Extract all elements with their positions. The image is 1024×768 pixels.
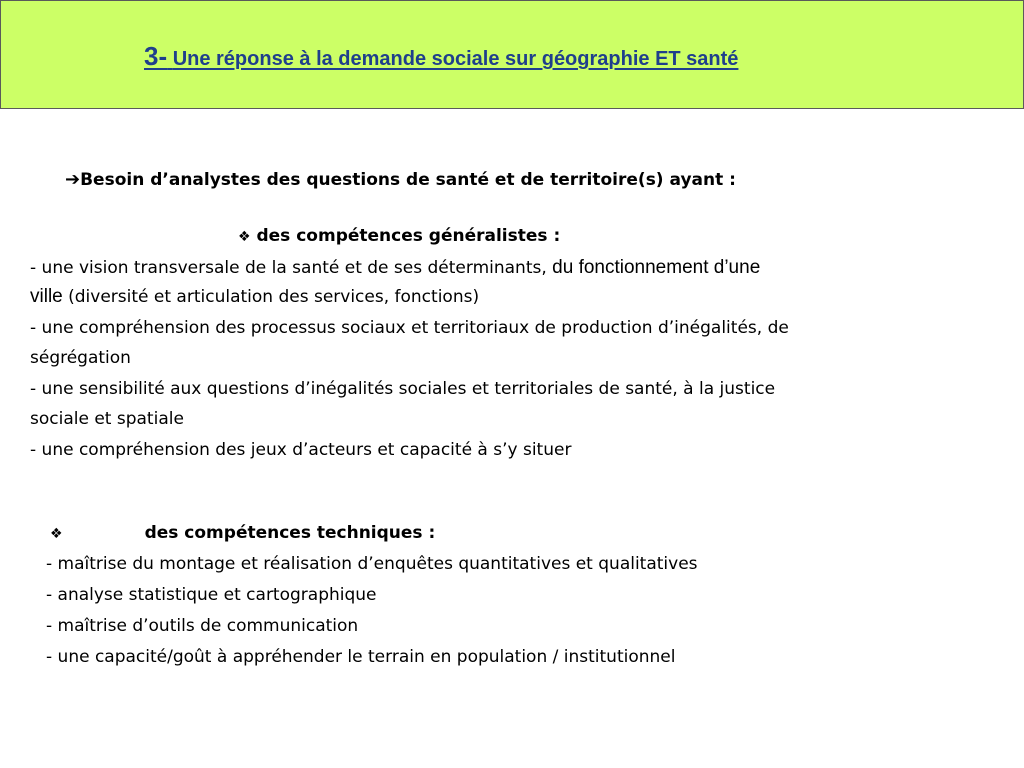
right-arrow-icon: ➔ [65,169,81,190]
generalist-line-3: - une compréhension des processus sociaux et territoriaux de production d’inégalités, de [30,318,789,338]
generalist-line-4: ségrégation [30,348,131,368]
generalist-heading-text: des compétences généralistes : [256,226,561,246]
technical-item-1: - maîtrise du montage et réalisation d’enquêtes quantitatives et qualitatives [46,554,698,574]
title-banner [0,0,1024,109]
generalist-line-2-accent: ville [30,286,63,307]
title-number: 3- [144,41,168,71]
technical-item-2: - analyse statistique et cartographique [46,585,377,605]
generalist-heading [238,226,560,247]
generalist-line-2 [30,287,479,307]
generalist-line-5: - une sensibilité aux questions d’inégalités sociales et territoriales de santé, à la justice [30,379,776,399]
intro-line [65,170,736,190]
technical-item-4: - une capacité/goût à appréhender le terrain en population / institutionnel [46,647,676,667]
intro-text: Besoin d’analystes des questions de santé et de territoire(s) ayant : [80,170,736,190]
technical-item-3: - maîtrise d’outils de communication [46,616,359,636]
generalist-line-1-accent: du fonctionnement d’une [552,257,761,278]
technical-heading [50,523,435,544]
slide-title [144,41,738,72]
technical-heading-text: des compétences techniques : [144,523,436,543]
title-text: Une réponse à la demande sociale sur géographie ET santé [172,48,739,70]
diamond-bullet-icon: ❖ [50,526,63,542]
generalist-line-1-prefix: - une vision transversale de la santé et de ses déterminants, [30,258,553,278]
generalist-line-7: - une compréhension des jeux d’acteurs et capacité à s’y situer [30,440,572,460]
generalist-line-6: sociale et spatiale [30,409,184,429]
diamond-bullet-icon: ❖ [238,229,251,245]
generalist-line-2-rest: (diversité et articulation des services, fonctions) [62,287,480,307]
generalist-line-1 [30,258,760,278]
